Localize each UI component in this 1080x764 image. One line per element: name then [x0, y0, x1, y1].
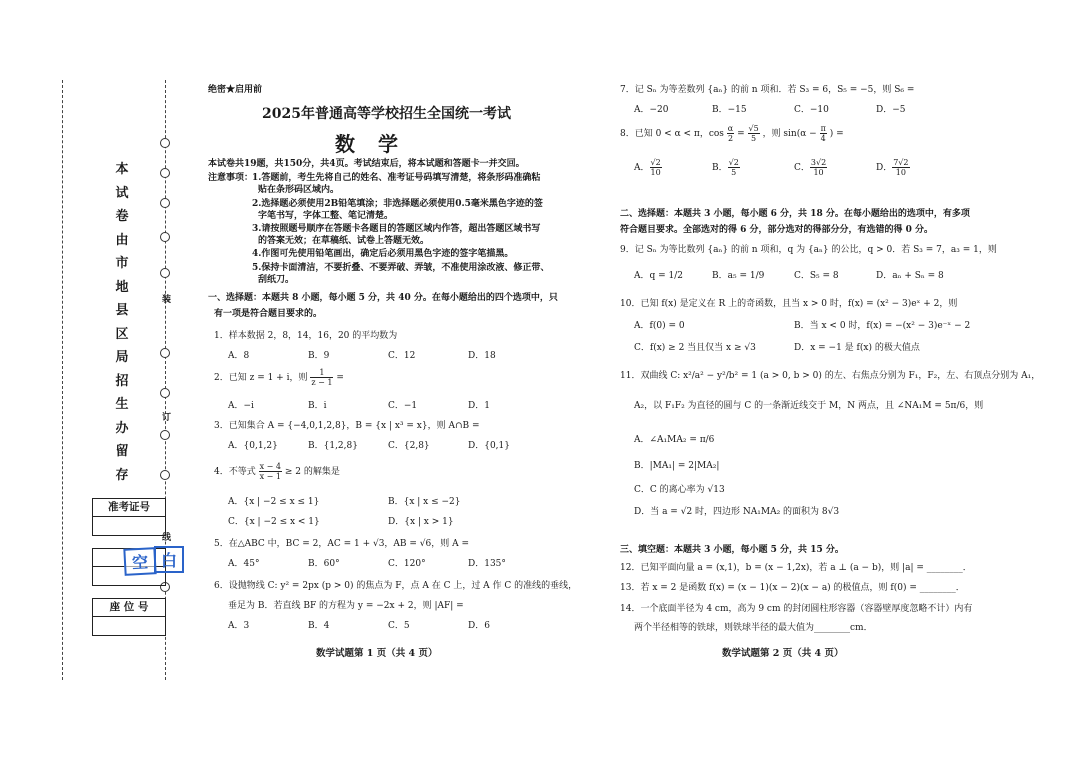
- section3-heading: 三、填空题：本题共 3 小题，每小题 5 分，共 15 分。: [620, 545, 844, 555]
- option: D．aₙ + Sₙ = 8: [876, 271, 944, 281]
- exam-id-box: 准考证号: [92, 498, 166, 536]
- option: C．{2,8}: [388, 441, 430, 451]
- mark-xian: 线: [162, 533, 172, 543]
- option: A．45°: [228, 559, 260, 569]
- option: A．q = 1/2: [634, 271, 684, 281]
- option: D．x = −1 是 f(x) 的极大值点: [794, 343, 920, 353]
- blank-stamp: 空: [123, 547, 156, 576]
- note-line: 的答案无效；在草稿纸、试卷上答题无效。: [258, 236, 430, 246]
- binding-hole: [160, 232, 170, 242]
- binding-hole: [160, 168, 170, 178]
- option: C．120°: [388, 559, 426, 569]
- binding-hole: [160, 138, 170, 148]
- option: B．{1,2,8}: [308, 441, 358, 451]
- binding-hole: [160, 470, 170, 480]
- note-line: 2.选择题必须使用2B铅笔填涂；非选择题必须使用0.5毫米黑色字迹的签: [252, 199, 543, 209]
- option: B．当 x < 0 时，f(x) = −(x² − 3)e⁻ˣ − 2: [794, 321, 971, 331]
- question-9: 9．记 Sₙ 为等比数列 {aₙ} 的前 n 项和，q 为 {aₙ} 的公比，q > 0．若 S₃ = 7，a₃ = 1，则: [620, 245, 997, 255]
- question-5: 5．在△ABC 中，BC = 2，AC = 1 + √3，AB = √6，则 A =: [214, 539, 470, 549]
- option: D．6: [468, 621, 490, 631]
- option: A．−i: [228, 401, 254, 411]
- binding-hole: [160, 430, 170, 440]
- section1-heading-cont: 有一项是符合题目要求的。: [214, 309, 323, 319]
- option: A．f(0) = 0: [634, 321, 685, 331]
- secret-mark: 绝密★启用前: [208, 85, 263, 95]
- option: A．−20: [634, 105, 669, 115]
- option: B．9: [308, 351, 330, 361]
- option: B．4: [308, 621, 330, 631]
- question-6: 6．设抛物线 C: y² = 2px (p > 0) 的焦点为 F，点 A 在 C 上，过 A 作 C 的准线的垂线，: [214, 581, 578, 591]
- question-7: 7．记 Sₙ 为等差数列 {aₙ} 的前 n 项和．若 S₃ = 6，S₅ = −5，则 S₆ =: [620, 85, 915, 95]
- question-6-cont: 垂足为 B．若直线 BF 的方程为 y = −2x + 2，则 |AF| =: [228, 601, 464, 611]
- option: B．{x | x ≤ −2}: [388, 497, 461, 507]
- option: C．5: [388, 621, 410, 631]
- option: D．135°: [468, 559, 506, 569]
- question-2: 2．已知 z = 1 + i，则 $\frac{1}{z - 1}$ =: [214, 368, 344, 387]
- question-8: 8．已知 0 < α < π，cos $\frac{\alpha}{2}$ = $\frac{√5}{5}$ ，则 sin(α − $\frac{\pi}{4}$ ) =: [620, 124, 844, 143]
- note-line: 5.保持卡面清洁，不要折叠、不要弄破、弄皱，不准使用涂改液、修正带、: [252, 263, 550, 273]
- question-1: 1．样本数据 2，8，14，16，20 的平均数为: [214, 331, 398, 341]
- note-line: 字笔书写，字体工整、笔记清楚。: [258, 211, 394, 221]
- note-line: 刮纸刀。: [258, 275, 295, 285]
- question-11: 11．双曲线 C: x²/a² − y²/b² = 1 (a > 0, b > 0) 的左、右焦点分别为 F₁，F₂，左、右顶点分别为 A₁，: [620, 371, 1041, 381]
- option: D．1: [468, 401, 490, 411]
- option: B．−15: [712, 105, 747, 115]
- binding-hole: [160, 388, 170, 398]
- section1-heading: 一、选择题：本题共 8 小题，每小题 5 分，共 40 分。在每小题给出的四个选项中，只: [208, 293, 558, 303]
- seat-box: 座 位 号: [92, 598, 166, 636]
- notes-heading: 注意事项：: [208, 173, 254, 183]
- option: B．60°: [308, 559, 340, 569]
- option: D．18: [468, 351, 496, 361]
- option: A．{0,1,2}: [228, 441, 278, 451]
- option: A．{x | −2 ≤ x ≤ 1}: [228, 497, 320, 507]
- question-14: 14．一个底面半径为 4 cm，高为 9 cm 的封闭圆柱形容器（容器壁厚度忽略不计）内有: [620, 604, 973, 614]
- section2-heading-cont: 符合题目要求。全部选对的得 6 分，部分选对的得部分分，有选错的得 0 分。: [620, 225, 934, 235]
- option: D．−5: [876, 105, 906, 115]
- option: A．∠A₁MA₂ = π/6: [634, 435, 715, 445]
- note-line: 贴在条形码区域内。: [258, 185, 340, 195]
- page2-footer: 数学试题第 2 页（共 4 页）: [722, 648, 844, 659]
- option: D．{0,1}: [468, 441, 510, 451]
- note-line: 4.作图可先使用铅笔画出，确定后必须用黑色字迹的签字笔描黑。: [252, 249, 514, 259]
- mark-ding: 订: [162, 413, 172, 423]
- option: C．12: [388, 351, 416, 361]
- option: D． $\frac{7√2}{10}$: [876, 158, 909, 177]
- option: C．C 的离心率为 √13: [634, 485, 725, 495]
- option: C．f(x) ≥ 2 当且仅当 x ≥ √3: [634, 343, 756, 353]
- note-line: 3.请按照题号顺序在答题卡各题目的答题区域内作答，超出答题区域书写: [252, 224, 541, 234]
- question-10: 10．已知 f(x) 是定义在 R 上的奇函数，且当 x > 0 时，f(x) = (x² − 3)eˣ + 2，则: [620, 299, 958, 309]
- note-line: 1.答题前，考生先将自己的姓名、准考证号码填写清楚，将条形码准确粘: [252, 173, 541, 183]
- option: C． $\frac{3√2}{10}$: [794, 158, 827, 177]
- option: A． $\frac{√2}{10}$: [634, 158, 661, 177]
- page1-footer: 数学试题第 1 页（共 4 页）: [316, 648, 438, 659]
- option: C．S₅ = 8: [794, 271, 839, 281]
- subject-title: 数 学: [335, 132, 406, 156]
- question-4: 4．不等式 $\frac{x - 4}{x - 1}$ ≥ 2 的解集是: [214, 462, 340, 481]
- binding-hole: [160, 268, 170, 278]
- option: B． $\frac{√2}{5}$: [712, 158, 739, 177]
- option: B．a₅ = 1/9: [712, 271, 765, 281]
- option: C．−10: [794, 105, 829, 115]
- option: D．当 a = √2 时，四边形 NA₁MA₂ 的面积为 8√3: [634, 507, 840, 517]
- question-13: 13．若 x = 2 是函数 f(x) = (x − 1)(x − 2)(x − a) 的极值点，则 f(0) = ________．: [620, 583, 965, 593]
- binding-hole: [160, 198, 170, 208]
- option: A．8: [228, 351, 250, 361]
- section2-heading: 二、选择题：本题共 3 小题，每小题 6 分，共 18 分。在每小题给出的选项中，有多项: [620, 209, 970, 219]
- question-12: 12．已知平面向量 a = (x,1)，b = (x − 1,2x)，若 a ⊥ (a − b)，则 |a| = ________．: [620, 563, 972, 573]
- option: A．3: [228, 621, 250, 631]
- question-3: 3．已知集合 A = {−4,0,1,2,8}，B = {x | x³ = x}，则 A∩B =: [214, 421, 480, 431]
- question-14-cont: 两个半径相等的铁球，则铁球半径的最大值为________cm．: [634, 623, 873, 633]
- binding-hole: [160, 348, 170, 358]
- mark-zhuang: 装: [162, 295, 172, 305]
- question-11-cont: A₂，以 F₁F₂ 为直径的圆与 C 的一条渐近线交于 M，N 两点，且 ∠NA₁M = 5π/6，则: [634, 401, 984, 411]
- blank-stamp: 白: [154, 546, 184, 573]
- option: D．{x | x > 1}: [388, 517, 454, 527]
- exam-title: 2025年普通高等学校招生全国统一考试: [262, 106, 511, 122]
- option: C．−1: [388, 401, 418, 411]
- seat-field[interactable]: [93, 617, 165, 635]
- exam-id-field[interactable]: [93, 517, 165, 535]
- side-notice: 本 试 卷 由 市 地 县 区 局 招 生 办 留 存: [115, 162, 129, 483]
- option: B．i: [308, 401, 327, 411]
- intro-text: 本试卷共19题，共150分，共4页。考试结束后，将本试题和答题卡一并交回。: [208, 159, 525, 169]
- outer-fold-line: [62, 80, 63, 680]
- option: B．|MA₁| = 2|MA₂|: [634, 461, 720, 471]
- option: C．{x | −2 ≤ x < 1}: [228, 517, 320, 527]
